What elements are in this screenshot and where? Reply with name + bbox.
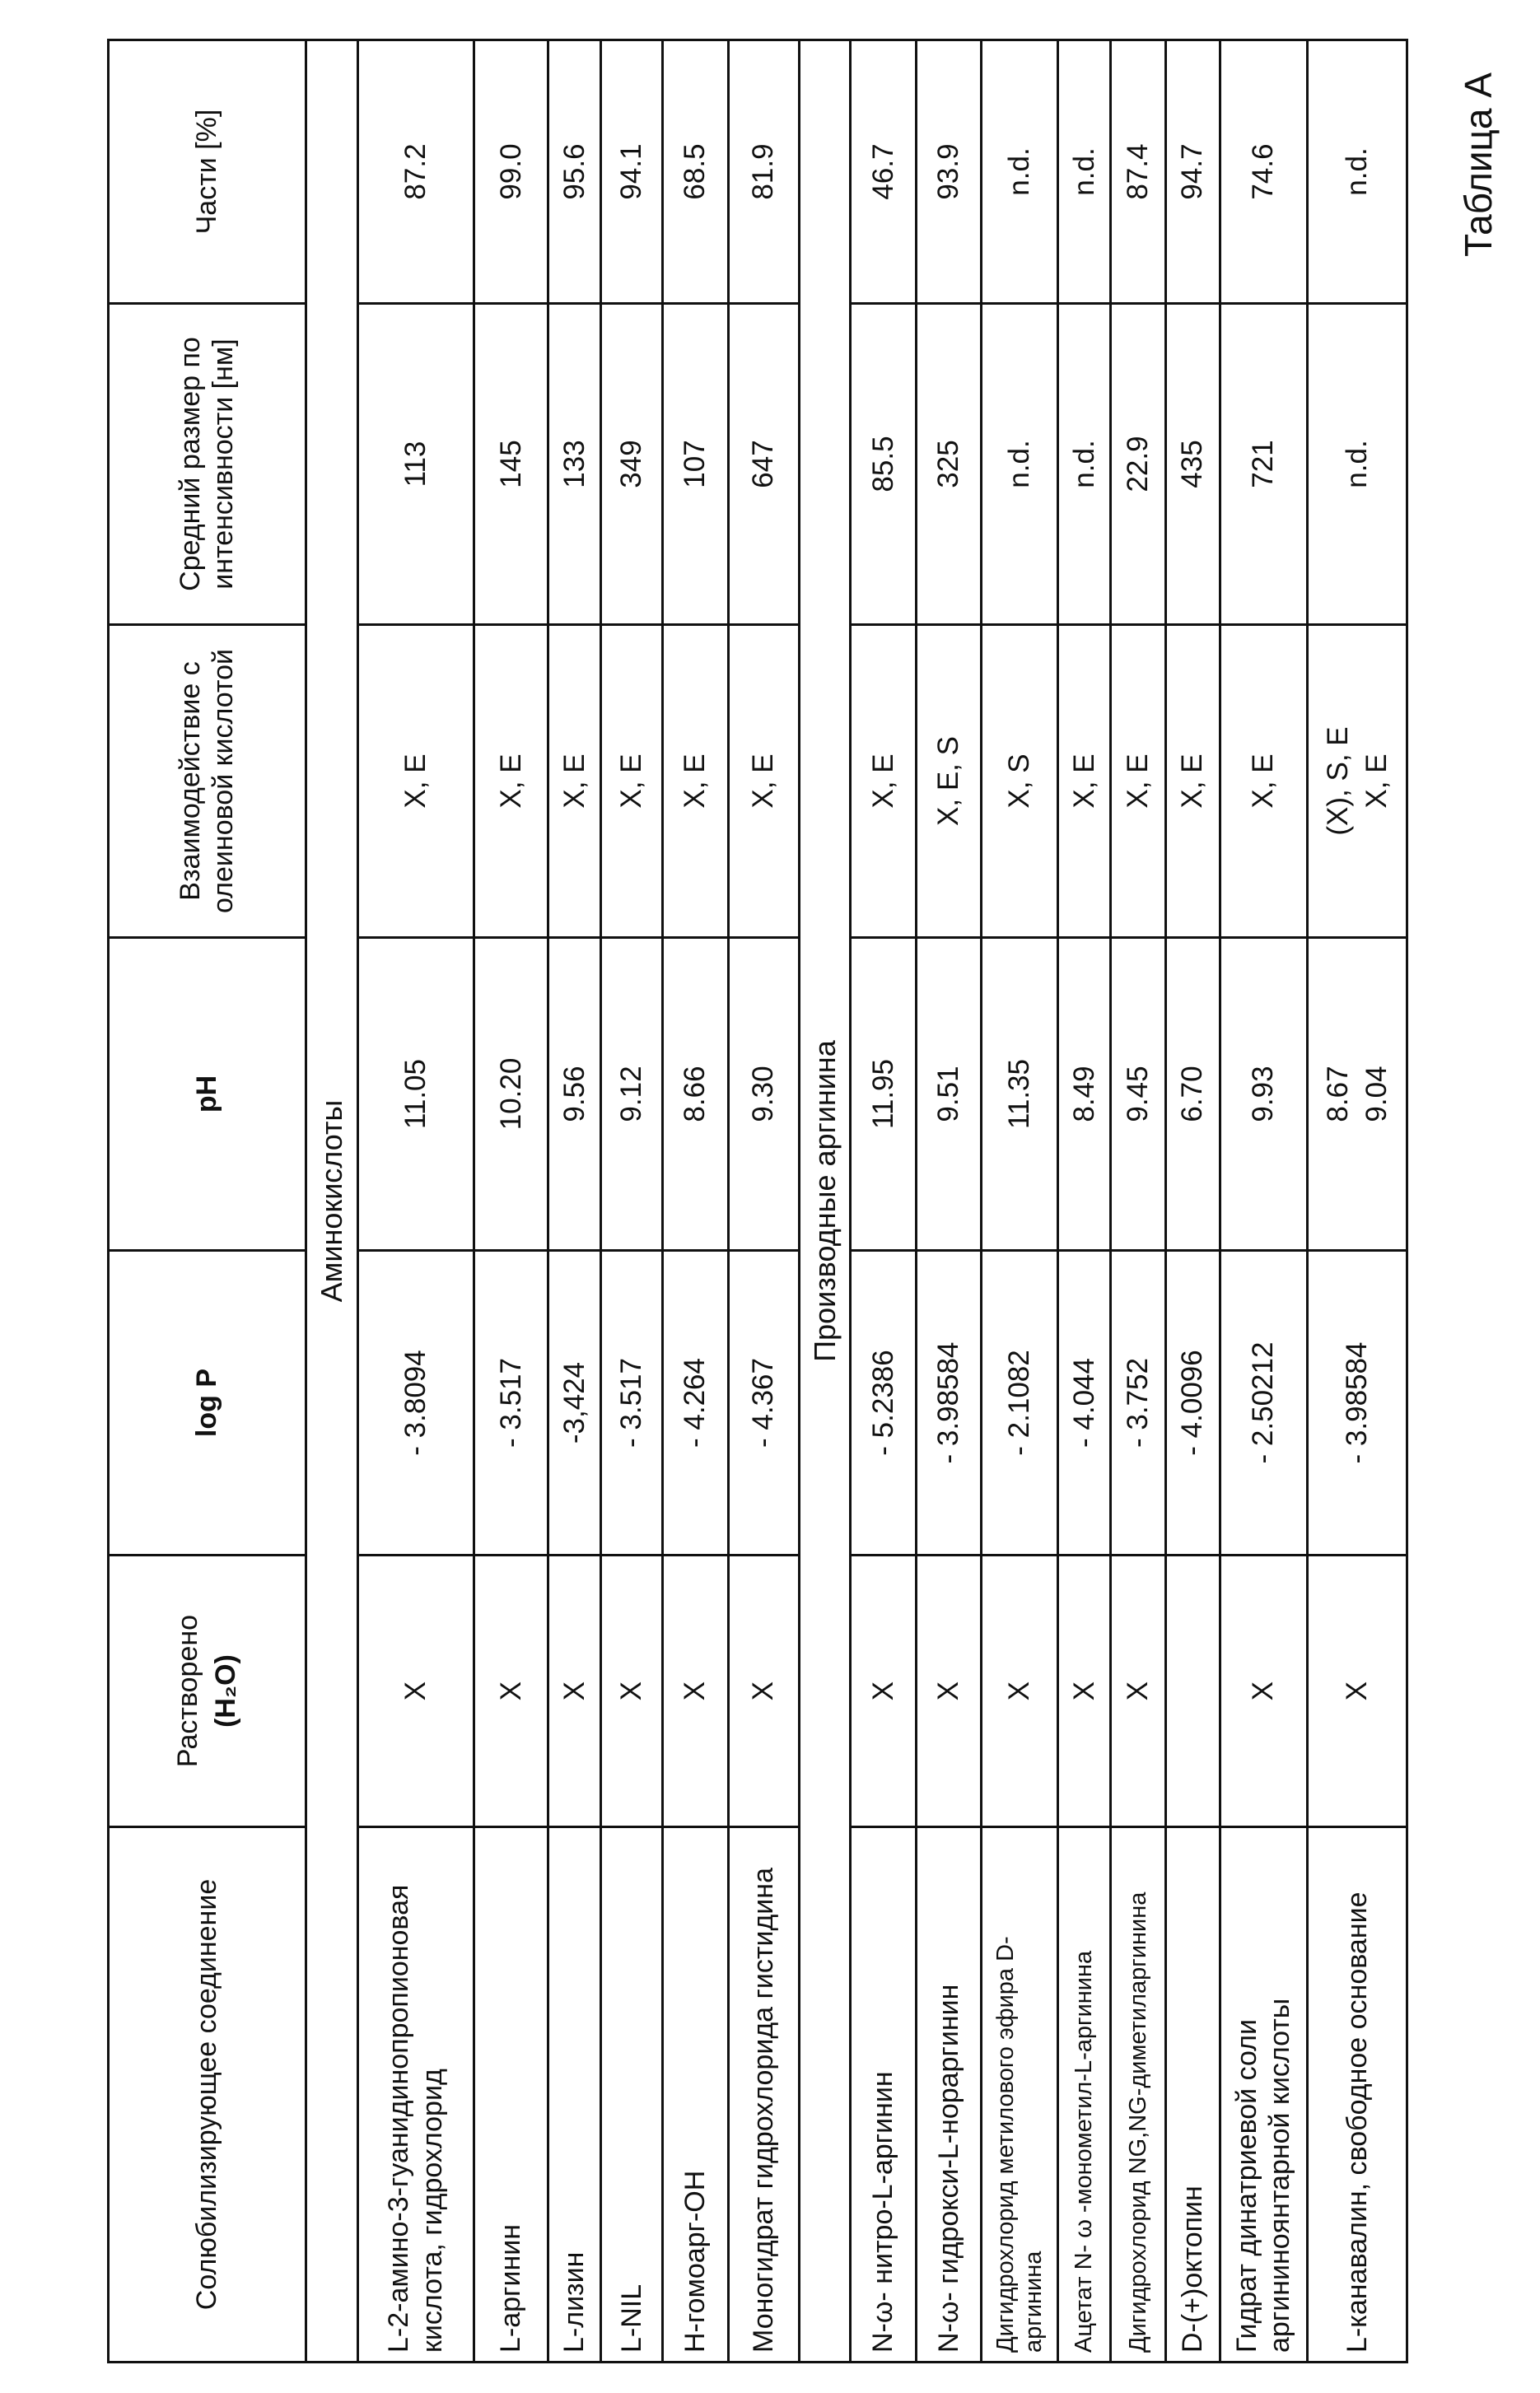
interaction-cell: X, E [663, 625, 728, 938]
logp-cell: - 2.1082 [982, 1251, 1058, 1556]
interaction-cell: X, E [1165, 625, 1220, 938]
table-row [728, 40, 799, 2363]
ph-cell-stack [1318, 947, 1397, 1241]
logp-cell: - 4.367 [728, 1251, 799, 1556]
table-rotated-container [107, 41, 1408, 2363]
size-cell: 647 [728, 304, 799, 625]
size-cell: n.d. [982, 304, 1058, 625]
size-cell: 133 [548, 304, 601, 625]
compound-name: L-2-амино-3-гуанидинопропионовая кислота, гидрохлорид [357, 1827, 474, 2363]
size-cell: 721 [1220, 304, 1307, 625]
parts-cell: 94.1 [601, 40, 663, 304]
logp-cell: - 3.752 [1111, 1251, 1165, 1556]
table-row [916, 40, 981, 2363]
header-dissolved-top: Растворено [171, 1614, 203, 1768]
interaction-cell: X, E [601, 625, 663, 938]
compound-name: Ацетат N- ω -монометил-L-аргинина [1058, 1827, 1111, 2363]
parts-cell: 95.6 [548, 40, 601, 304]
logp-cell: - 4.0096 [1165, 1251, 1220, 1556]
logp-cell: - 3.517 [474, 1251, 548, 1556]
dissolved-cell: X [357, 1556, 474, 1827]
table-row [1308, 40, 1407, 2363]
ph-cell [1308, 938, 1407, 1251]
interaction-cell: X, E [548, 625, 601, 938]
dissolved-cell: X [601, 1556, 663, 1827]
compound-name: H-гомоарг-OH [663, 1827, 728, 2363]
data-table [107, 39, 1408, 2363]
header-row [109, 40, 306, 2363]
table-row [663, 40, 728, 2363]
header-parts: Части [%] [109, 40, 306, 304]
dissolved-cell: X [548, 1556, 601, 1827]
logp-cell: - 3.98584 [916, 1251, 981, 1556]
parts-cell: n.d. [1058, 40, 1111, 304]
section-row [306, 40, 358, 2363]
table-row [601, 40, 663, 2363]
dissolved-cell: X [1220, 1556, 1307, 1827]
compound-name: L-канавалин, свободное основание [1308, 1827, 1407, 2363]
header-ph: pH [109, 938, 306, 1251]
parts-cell: 68.5 [663, 40, 728, 304]
section-row [799, 40, 851, 2363]
dissolved-cell: X [916, 1556, 981, 1827]
dissolved-cell: X [1111, 1556, 1165, 1827]
interaction-cell-line: (X), S, E [1321, 726, 1354, 836]
ph-cell: 10.20 [474, 938, 548, 1251]
compound-name: L-лизин [548, 1827, 601, 2363]
header-dissolved-bottom: (H₂O) [209, 1654, 241, 1728]
table-frame [107, 41, 1408, 2363]
size-cell: n.d. [1058, 304, 1111, 625]
ph-cell: 11.35 [982, 938, 1058, 1251]
compound-name: N-ω- нитро-L-аргинин [851, 1827, 916, 2363]
logp-cell: - 3.517 [601, 1251, 663, 1556]
logp-cell: - 3.98584 [1308, 1251, 1407, 1556]
size-cell: 22.9 [1111, 304, 1165, 625]
interaction-cell: X, E [357, 625, 474, 938]
dissolved-cell: X [1058, 1556, 1111, 1827]
interaction-cell: X, E [851, 625, 916, 938]
ph-cell: 11.95 [851, 938, 916, 1251]
ph-cell: 9.45 [1111, 938, 1165, 1251]
interaction-cell: X, S [982, 625, 1058, 938]
interaction-cell: X, E [728, 625, 799, 938]
table-row [982, 40, 1058, 2363]
size-cell: 113 [357, 304, 474, 625]
ph-cell: 6.70 [1165, 938, 1220, 1251]
parts-cell: n.d. [1308, 40, 1407, 304]
size-cell: 85.5 [851, 304, 916, 625]
dissolved-cell: X [851, 1556, 916, 1827]
table-caption [1433, 16, 1524, 313]
compound-name: L-NIL [601, 1827, 663, 2363]
parts-cell: 46.7 [851, 40, 916, 304]
header-size: Средний размер по интенсивности [нм] [109, 304, 306, 625]
table-row [851, 40, 916, 2363]
parts-cell: 99.0 [474, 40, 548, 304]
table-body [306, 40, 1407, 2363]
interaction-cell-line: X, E [1360, 753, 1393, 809]
parts-cell: 74.6 [1220, 40, 1307, 304]
parts-cell: 87.2 [357, 40, 474, 304]
section-title: Аминокислоты [306, 40, 358, 2363]
logp-cell: - 3.8094 [357, 1251, 474, 1556]
table-caption-text: Таблица А [1457, 72, 1500, 257]
compound-name: Моногидрат гидрохлорида гистидина [728, 1827, 799, 2363]
ph-cell: 8.66 [663, 938, 728, 1251]
table-row [1220, 40, 1307, 2363]
interaction-cell: X, E [1058, 625, 1111, 938]
header-dissolved [109, 1556, 306, 1827]
dissolved-cell: X [982, 1556, 1058, 1827]
logp-cell: - 4.264 [663, 1251, 728, 1556]
parts-cell: 87.4 [1111, 40, 1165, 304]
compound-name: L-аргинин [474, 1827, 548, 2363]
table-row [1165, 40, 1220, 2363]
ph-cell: 9.93 [1220, 938, 1307, 1251]
header-interaction: Взаимодействие с олеиновой кислотой [109, 625, 306, 938]
ph-cell: 9.51 [916, 938, 981, 1251]
dissolved-cell [1165, 1556, 1220, 1827]
table-row [474, 40, 548, 2363]
table-row [1058, 40, 1111, 2363]
interaction-cell: X, E [474, 625, 548, 938]
dissolved-cell: X [728, 1556, 799, 1827]
size-cell: 325 [916, 304, 981, 625]
compound-name: D-(+)октопин [1165, 1827, 1220, 2363]
parts-cell: 94.7 [1165, 40, 1220, 304]
parts-cell: 81.9 [728, 40, 799, 304]
ph-cell: 11.05 [357, 938, 474, 1251]
size-cell: n.d. [1308, 304, 1407, 625]
logp-cell: -3,424 [548, 1251, 601, 1556]
ph-cell-line: 8.67 [1321, 1066, 1354, 1122]
table-row [1111, 40, 1165, 2363]
parts-cell: 93.9 [916, 40, 981, 304]
logp-cell: - 4.044 [1058, 1251, 1111, 1556]
dissolved-cell: X [474, 1556, 548, 1827]
compound-name: Гидрат динатриевой соли аргининоянтарной кислоты [1220, 1827, 1307, 2363]
size-cell: 145 [474, 304, 548, 625]
ph-cell: 9.56 [548, 938, 601, 1251]
interaction-cell-stack [1318, 634, 1397, 928]
interaction-cell [1308, 625, 1407, 938]
section-title: Производные аргинина [799, 40, 851, 2363]
table-row [548, 40, 601, 2363]
parts-cell: n.d. [982, 40, 1058, 304]
size-cell: 349 [601, 304, 663, 625]
size-cell: 107 [663, 304, 728, 625]
logp-cell: - 2.50212 [1220, 1251, 1307, 1556]
size-cell: 435 [1165, 304, 1220, 625]
header-logp: log P [109, 1251, 306, 1556]
interaction-cell: X, E [1111, 625, 1165, 938]
compound-name: Дигидрохлорид метилового эфира D-аргинина [982, 1827, 1058, 2363]
ph-cell-line: 9.04 [1360, 1066, 1393, 1122]
table-row [357, 40, 474, 2363]
interaction-cell: X, E, S [916, 625, 981, 938]
compound-name: Дигидрохлорид NG,NG-диметиларгинина [1111, 1827, 1165, 2363]
logp-cell: - 5.2386 [851, 1251, 916, 1556]
compound-name: N-ω- гидрокси-L-нораргинин [916, 1827, 981, 2363]
header-compound: Солюбилизирующее соединение [109, 1827, 306, 2363]
interaction-cell: X, E [1220, 625, 1307, 938]
dissolved-cell: X [1308, 1556, 1407, 1827]
ph-cell: 9.30 [728, 938, 799, 1251]
ph-cell: 8.49 [1058, 938, 1111, 1251]
ph-cell: 9.12 [601, 938, 663, 1251]
dissolved-cell: X [663, 1556, 728, 1827]
